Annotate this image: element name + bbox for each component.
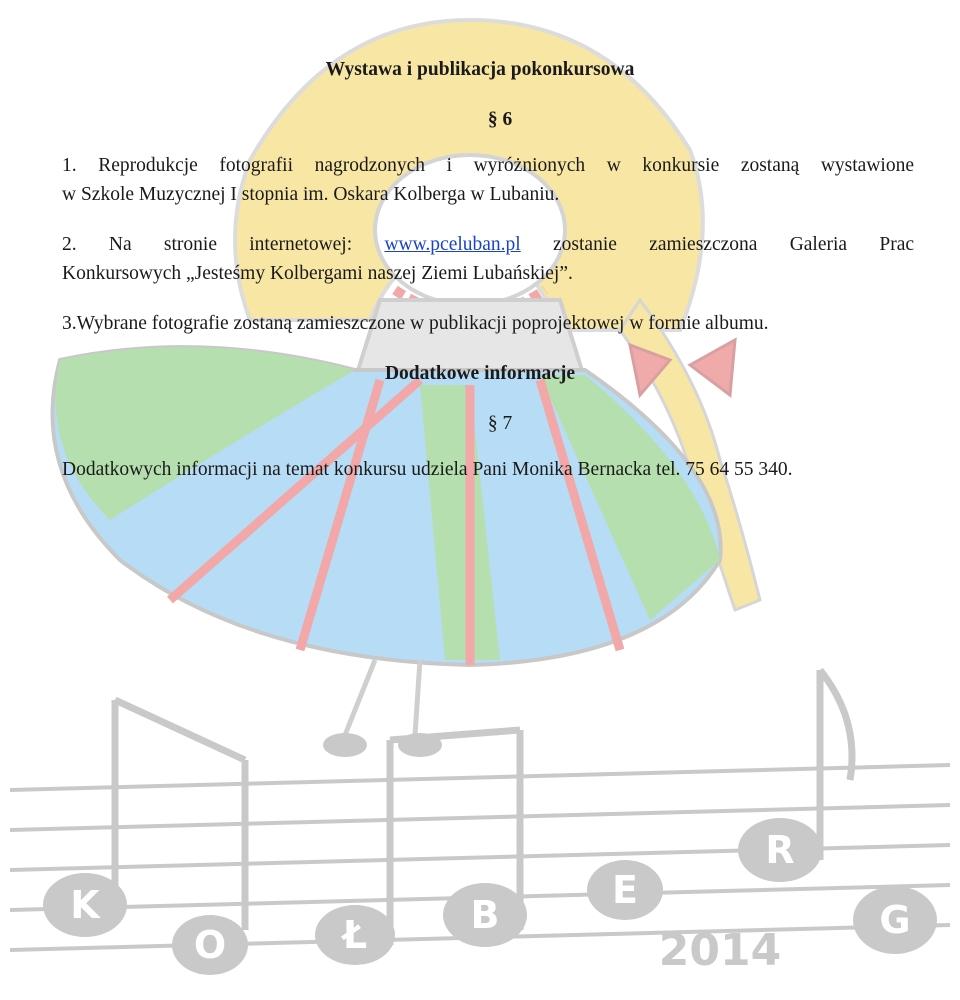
section-6-number: § 6: [487, 109, 513, 130]
item-2-line-2: Konkursowych „Jesteśmy Kolbergami naszej Ziemi Lubańskiej”.: [62, 263, 573, 284]
section-7-text: Dodatkowych informacji na temat konkursu udziela Pani Monika Bernacka tel. 75 64 55 340.: [62, 459, 793, 480]
note-letter-b: B: [470, 893, 500, 937]
note-letter-l: Ł: [342, 913, 368, 957]
item-1-line-2: w Szkole Muzycznej I stopnia im. Oskara Kolberga w Lubaniu.: [62, 184, 560, 205]
pceluban-link[interactable]: www.pceluban.pl: [384, 234, 521, 255]
watermark-year: 2014: [658, 925, 782, 976]
note-letter-r: R: [765, 828, 795, 872]
note-letter-o: O: [193, 923, 227, 967]
note-letter-g: G: [879, 898, 911, 942]
item-1-line-1: 1. Reprodukcje fotografii nagrodzonych i wyróżnionych w konkursie zostaną wystawione: [62, 155, 914, 176]
item-2-line-1: [62, 233, 914, 257]
item-2-prefix: 2. Na stronie internetowej:: [62, 234, 353, 255]
section-7-number: § 7: [487, 413, 513, 434]
item-2-suffix: zostanie zamieszczona Galeria Prac: [553, 234, 914, 255]
section-7-heading: Dodatkowe informacje: [384, 363, 576, 384]
note-letter-e: E: [612, 868, 638, 912]
section-6-heading: Wystawa i publikacja pokonkursowa: [325, 59, 635, 80]
note-letter-k: K: [70, 883, 100, 927]
item-3: 3.Wybrane fotografie zostaną zamieszczone w publikacji poprojektowej w formie albumu.: [62, 313, 769, 334]
